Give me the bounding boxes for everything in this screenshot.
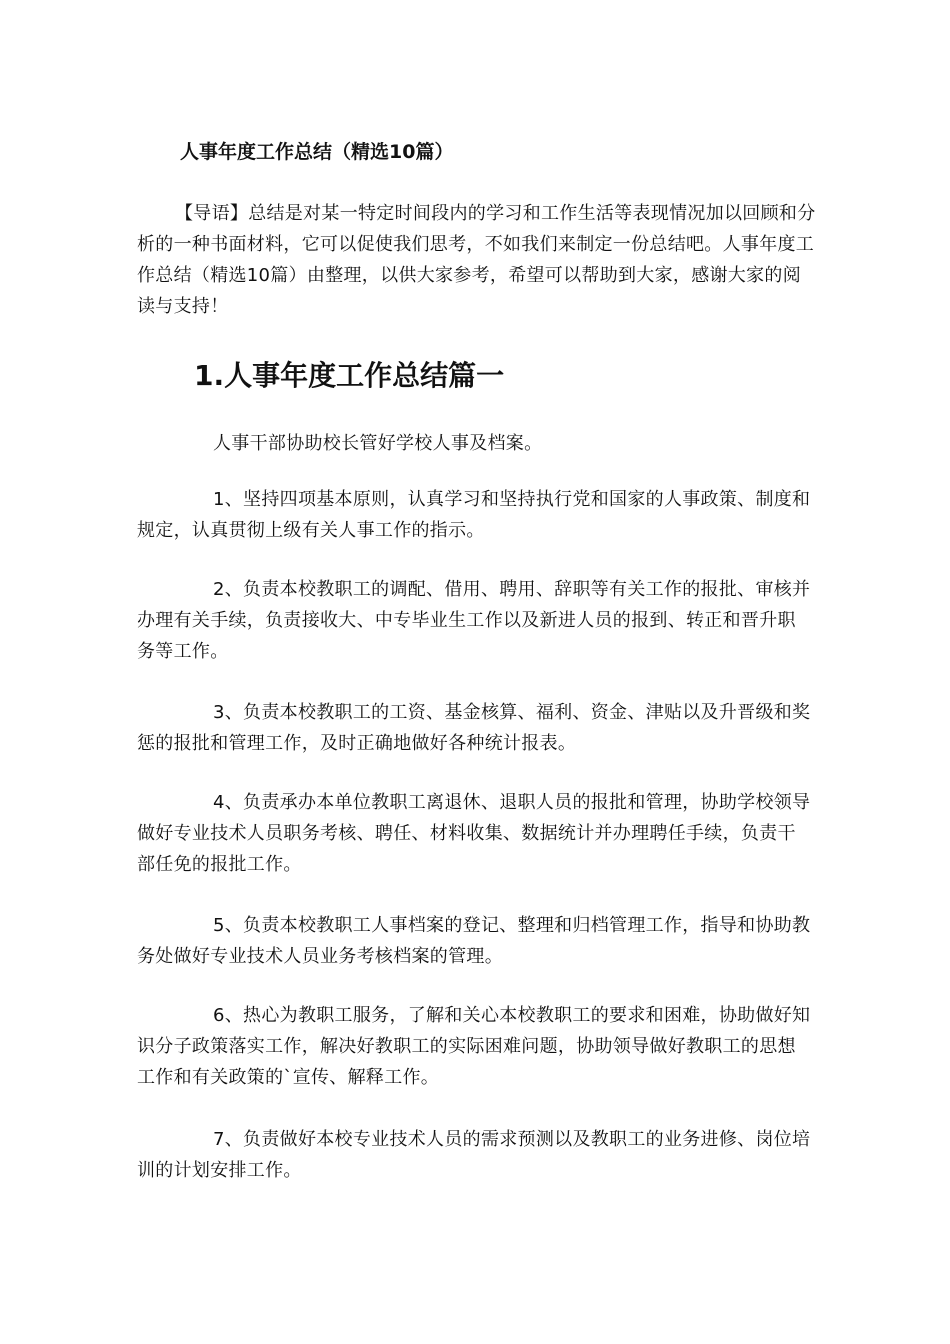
intro-paragraph: 【导语】总结是对某一特定时间段内的学习和工作生活等表现情况加以回顾和分析的一种书面材料，它可以促使我们思考，不如我们来制定一份总结吧。人事年度工作总结（精选10篇）由整理，以供大家参考，希望可以帮助到大家，感谢大家的阅读与支持！ — [137, 203, 816, 317]
section-heading: 1.人事年度工作总结篇一 — [194, 359, 505, 392]
body-paragraph: 3、负责本校教职工的工资、基金核算、福利、资金、津贴以及升晋级和奖惩的报批和管理工作，及时正确地做好各种统计报表。 — [137, 702, 811, 754]
body-paragraph: 人事干部协助校长管好学校人事及档案。 — [213, 433, 543, 454]
body-paragraph: 4、负责承办本单位教职工离退休、退职人员的报批和管理，协助学校领导做好专业技术人员职务考核、聘任、材料收集、数据统计并办理聘任手续，负责干部任免的报批工作。 — [137, 792, 811, 875]
document-title: 人事年度工作总结（精选10篇） — [180, 141, 454, 163]
body-paragraph: 7、负责做好本校专业技术人员的需求预测以及教职工的业务进修、岗位培训的计划安排工作。 — [137, 1129, 811, 1181]
body-paragraph: 2、负责本校教职工的调配、借用、聘用、辞职等有关工作的报批、审核并办理有关手续，负责接收大、中专毕业生工作以及新进人员的报到、转正和晋升职务等工作。 — [137, 579, 811, 662]
body-paragraph: 1、坚持四项基本原则，认真学习和坚持执行党和国家的人事政策、制度和规定，认真贯彻上级有关人事工作的指示。 — [137, 489, 811, 541]
body-paragraph: 5、负责本校教职工人事档案的登记、整理和归档管理工作，指导和协助教务处做好专业技术人员业务考核档案的管理。 — [137, 915, 811, 967]
body-paragraph: 6、热心为教职工服务，了解和关心本校教职工的要求和困难，协助做好知识分子政策落实工作，解决好教职工的实际困难问题，协助领导做好教职工的思想工作和有关政策的`宣传、解释工作。 — [137, 1005, 811, 1088]
